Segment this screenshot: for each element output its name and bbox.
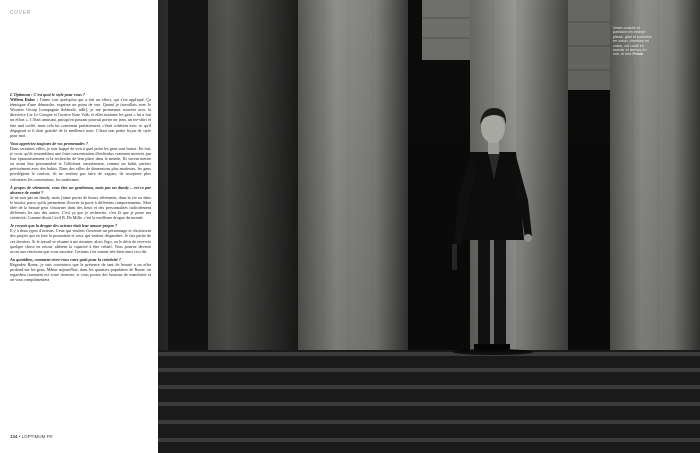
folio (10, 434, 53, 439)
article-question: Au quotidien, comment vivez-vous votre goût pour la créativité ? (10, 256, 121, 262)
article-answer: Je ne suis pas un dandy, mais j'aime porter de beaux vêtements, dans la vie ou dans le boulot, parce qu'ils permettent d'ouvrir la porte à différents comportements. Mon idée de la beauté peut s'incarner dans des lieux et des personnalités radicalement différents les uns des autres. C'est ça que je recherche, c'est là que je puise ma créativité. Comme disait Cecil B. De Mille, c'est la meilleure drogue du monde. (10, 194, 151, 221)
article-answer: Regardez Rome, je suis convaincu que la présence de tant de beauté a un effet profond sur les gens. Même aujourd'hui, dans les quartiers populaires de Rome, on regardera comment est votre chemise, si vous portez des boutons de manchette et on vous complimentera (10, 261, 151, 283)
photo-illustration (158, 0, 700, 453)
article-question: L'Optimum : C'est quoi le style pour vous ? (10, 92, 85, 97)
article-answer: J'aime voir quelqu'un qui a fait un effort, qui s'est appliqué. Ça témoigne d'une démarche, exprime un point de vue. Quand je travaillais avec le Wooster Group [compagnie théâtrale, ndlr], je me promenais souvent avec la directrice Liz Le Compte et l'actrice Kate Valk, et elles notaient les gens « lui a fait un effort ». C'était amusant, puisqu'en passant pouvait porter un jean, un tee-shirt et être mal coiffé, mais cela lui convenait parfaitement, c'était cohérent avec ce qu'il dégageait et il était gratifié de la meilleure note. C'était une petite leçon de style pour moi. (10, 97, 152, 138)
article-paragraph (10, 92, 151, 138)
article-speaker: Willem Dafoe : (10, 97, 39, 103)
article-body (10, 92, 151, 285)
article-question: À propos de vêtements, vous êtes un gentleman, mais pas un dandy… est-ce par absence de vanité ? (10, 184, 151, 195)
folio-number: 134 (10, 434, 18, 439)
article-answer: Il y a deux types d'acteurs. Ceux qui veulent s'inventer un personnage et choisissent des projets qui en font la promotion et ceux qui veulent disparaître. Je fais partie de ces derniers. Si le travail se résume à me montrer, alors l'ego, ou le désir de recevoir quelque chose en retour, altèrent la capacité à être créatif. Vous pouvez devenir accro aux réactions que vous suscitez. Certains s'en sortent très bien ainsi ceci dit. (10, 228, 151, 254)
caption-text: Veste croisée et pantalon en mohair plissé, gilet et pochette en coton, chemise en coton, col roulé en mohair et derbys en cuir, le tout (613, 26, 652, 57)
steps (158, 350, 700, 453)
article-paragraph (10, 223, 151, 254)
article-question: Vous appréciez toujours de vos promenades ? (10, 140, 88, 146)
folio-publication: • LOPTIMUM.FR (18, 434, 53, 439)
article-paragraph (10, 141, 151, 182)
caption-brand: Prada (632, 52, 643, 57)
cover-photo (158, 0, 700, 453)
article-paragraph (10, 257, 151, 282)
section-label: COVER (10, 10, 31, 16)
article-question: Je croyais que la drogue des acteurs était leur amour-propre ? (10, 223, 118, 229)
article-paragraph (10, 185, 151, 221)
photo-caption (613, 26, 653, 57)
text-page (0, 0, 158, 453)
article-answer: Dans certaines villes, je suis frappé de voir à quel point les gens sont beaux. En fait, je crois qu'ils ressemblent une forte concentration d'individus vraiment motivés par leur épanouissement et la recherche de leur place dans le monde. Ils savent mettre en avant leur personnalité et l'affichent ouvertement, comme un habit, parfois précisément avec des habits. Dans des villes de dimensions plus modestes, les gens privilégient le confort, ils ne veulent pas faire de vagues, ils acceptent plus volontiers les conventions, les uniformes. (10, 145, 151, 182)
